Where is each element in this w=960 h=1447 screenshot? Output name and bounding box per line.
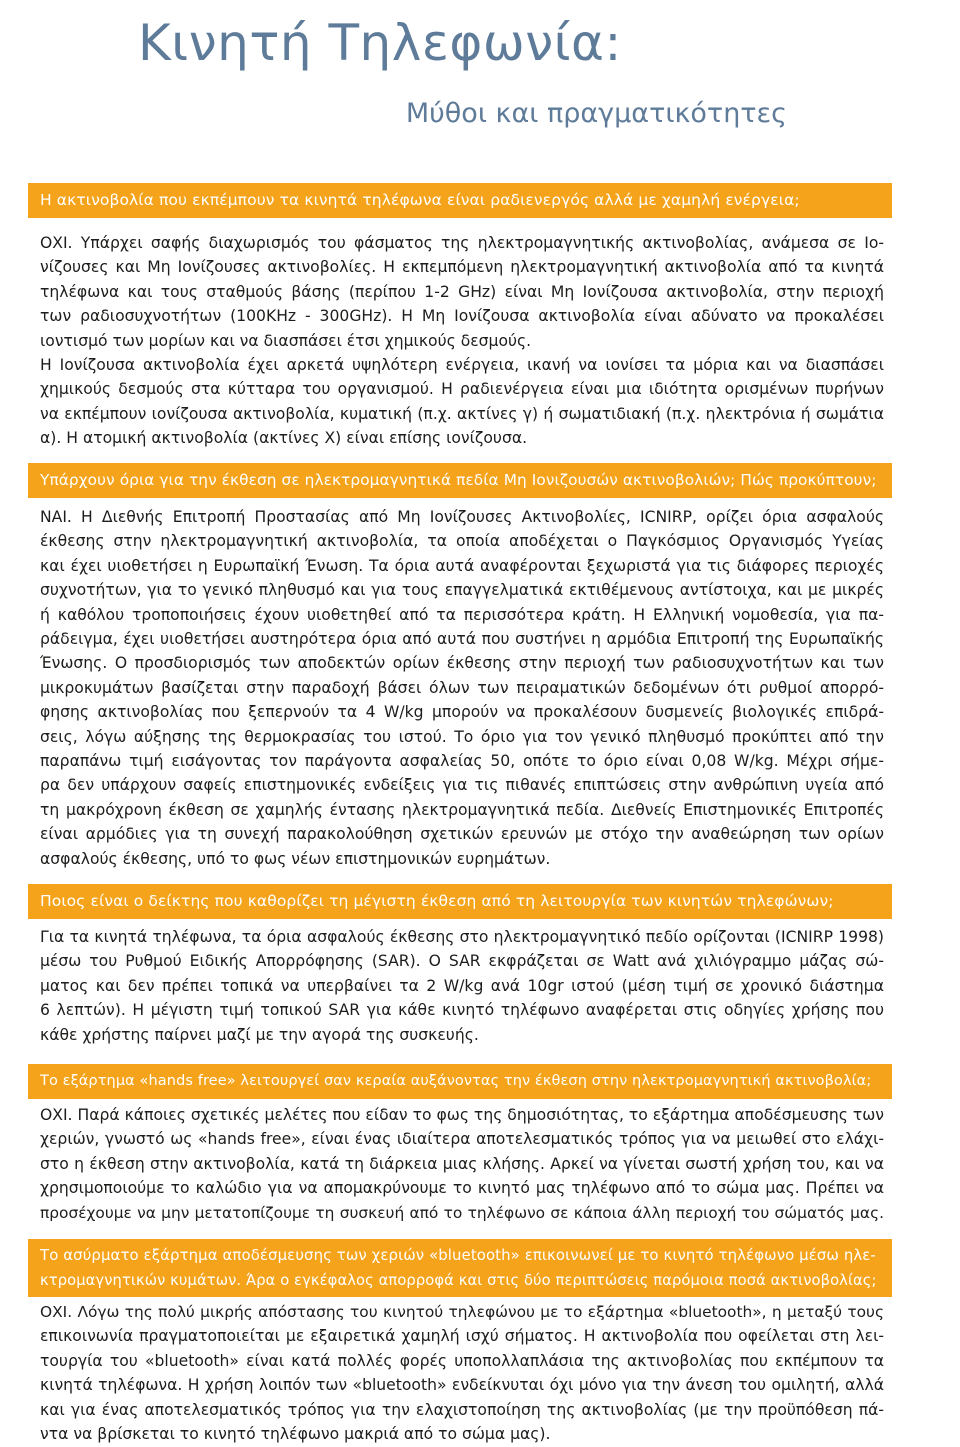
answer-line: στο η έκθεση στην ακτινοβολία, κατά τη διάρκεια μιας κλήσης. Αρκεί να γίνεται σωστή χρήση του, και να: [40, 1154, 884, 1173]
answer-line: κάθε χρήστης παίρνει μαζί με την αγορά της συσκευής.: [40, 1025, 479, 1044]
answer-line: μέσω του Ρυθμού Ειδικής Απορρόφησης (SAR). Ο SAR εκφράζεται σε Watt ανά χιλιόγραμμο μάζας σώ-: [40, 952, 884, 971]
answer-line: ΟΧΙ. Λόγω της πολύ μικρής απόστασης του κινητού τηλεφώνου με το εξάρτημα «bluetooth», η μεταξύ τους: [40, 1303, 884, 1321]
question-text: κτρομαγνητικών κυμάτων. Άρα ο εγκέφαλος απορροφά και στις δύο περιπτώσεις παρόμοια ποσά ακτινοβολίας;: [40, 1272, 877, 1289]
answer-line: παραπάνω τιμή εισάγοντας τον παράγοντα ασφαλείας 50, οπότε το όριο είναι 0,08 W/kg. Μέχρι σήμε-: [40, 752, 884, 771]
answer-line: και έχει υιοθετήσει η Ευρωπαϊκή Ένωση. Τα όρια αυτά αναφέρονται ξεχωριστά για τις διάφορες περιοχές: [40, 556, 884, 575]
answer-line: ντα να βρίσκεται το κινητό τηλέφωνο μακριά από το σώμα μας).: [40, 1425, 551, 1444]
answer-paragraph-4: [40, 1103, 884, 1225]
answer-line: τη μακρόχρονη έκθεση σε χαμηλής έντασης ηλεκτρομαγνητικά πεδία. Διεθνείς Επιστημονικές Επιτροπές: [40, 800, 884, 819]
answer-paragraph-2: [40, 505, 884, 871]
answer-line: να εκπέμπουν ιονίζουσα ακτινοβολία, κυματική (π.χ. ακτίνες γ) ή σωματιδιακή (π.χ. ηλεκτρόνια ή σωμάτια: [40, 404, 884, 423]
answer-line: ή καθόλου τροποποιήσεις έχουν υιοθετηθεί από τα περισσότερα κράτη. Η Ελληνική νομοθεσία, για πα-: [40, 605, 884, 624]
question-text: Το εξάρτημα «hands free» λειτουργεί σαν κεραία αυξάνοντας την έκθεση στην ηλεκτρομαγνητική ακτινοβολία;: [40, 1073, 872, 1089]
answer-line: ΟΧΙ. Παρά κάποιες σχετικές μελέτες που είδαν το φως της δημοσιότητας, το εξάρτημα αποδέσμευσης των: [40, 1106, 884, 1124]
question-text: Το ασύρματο εξάρτημα αποδέσμευσης των χεριών «bluetooth» επικοινωνεί με το κινητό τηλέφωνο μέσω ηλε-: [40, 1246, 876, 1264]
answer-paragraph-5: [40, 1300, 884, 1446]
answer-line: ιοντισμό των μορίων και να διασπάσει έτσι χημικούς δεσμούς.: [40, 331, 532, 350]
answer-line: χεριών, γνωστό ως «hands free», είναι ένας ιδιαίτερα αποτελεσματικός τρόπος για να μειωθεί στο ελάχι-: [40, 1130, 884, 1149]
question-text: Ποιος είναι ο δείκτης που καθορίζει τη μέγιστη έκθεση από τη λειτουργία των κινητών τηλεφώνων;: [40, 892, 834, 910]
answer-line: είναι αρμόδιες για τη συνεχή παρακολούθηση σχετικών ερευνών με στόχο την αναθεώρηση των ορίων: [40, 825, 884, 844]
answer-line: συχνοτήτων, για το γενικό πληθυσμό και για τους επαγγελματικά εκτιθέμενους αντίστοιχα, και με μικρές: [40, 581, 884, 600]
answer-line: ρα δεν υπάρχουν σαφείς επιστημονικές ενδείξεις για τις πιθανές επιπτώσεις στην ανθρώπινη υγεία από: [40, 776, 884, 795]
question-bar-1: [28, 183, 892, 218]
answer-line: τηλέφωνα και τους σταθμούς βάσης (περίπου 1-2 GHz) είναι Μη Ιονίζουσα ακτινοβολία, στην περιοχή: [40, 282, 884, 301]
answer-paragraph-1: [40, 231, 884, 451]
answer-line: προσέχουμε να μην μετατοπίζουμε τη συσκευή από το τηλέφωνο σε κάποια άλλη περιοχή του σώματός μας.: [40, 1203, 884, 1222]
question-bar-5: [28, 1239, 892, 1297]
answer-line: 6 λεπτών). Η μέγιστη τιμή τοπικού SAR για κάθε κινητό τηλέφωνο αναφέρεται στις οδηγίες χρήσης που: [40, 1001, 884, 1020]
answer-line: επικοινωνία πραγματοποιείται με εξαιρετικά χαμηλή ισχύ σήματος. Η ακτινοβολία που οφείλεται στη λει-: [40, 1327, 884, 1346]
answer-line: έκθεσης στην ηλεκτρομαγνητική ακτινοβολία, τα οποία αποδέχεται ο Παγκόσμιος Οργανισμός Υγείας: [40, 532, 884, 551]
answer-line: σεις, λόγω αύξησης της θερμοκρασίας του ιστού. Το όριο για τον γενικό πληθυσμό προκύπτει από την: [40, 727, 884, 746]
question-text: Η ακτινοβολία που εκπέμπουν τα κινητά τηλέφωνα είναι ραδιενεργός αλλά με χαμηλή ενέργεια;: [40, 191, 800, 209]
answer-line: κινητά τηλέφωνα. Η χρήση λοιπόν των «bluetooth» ενδείκνυται όχι μόνο για την άνεση του ομιλητή, αλλά: [40, 1376, 884, 1395]
answer-line: Για τα κινητά τηλέφωνα, τα όρια ασφαλούς έκθεσης στο ηλεκτρομαγνητικό πεδίο ορίζονται (ICNIRP 1998): [40, 928, 884, 946]
answer-line: ΟΧΙ. Υπάρχει σαφής διαχωρισμός του φάσματος της ηλεκτρομαγνητικής ακτινοβολίας, ανάμεσα σε Ιο-: [40, 234, 884, 252]
answer-line: νίζουσες και Μη Ιονίζουσες ακτινοβολίες. Η εκπεμπόμενη ηλεκτρομαγνητική ακτινοβολία από τα κινητά: [40, 258, 884, 277]
answer-line: ασφαλούς έκθεσης, υπό το φως νέων επιστημονικών ευρημάτων.: [40, 849, 551, 868]
answer-line: μικροκυμάτων βασίζεται στην παραδοχή βάσει όλων των πειραματικών δεδομένων ότι ρυθμοί απορρό-: [40, 678, 884, 697]
question-bar-3: [28, 884, 892, 919]
answer-line: ματος και δεν πρέπει τοπικά να υπερβαίνει τα 2 W/kg ανά 10gr ιστού (μέση τιμή σε χρονικό διάστημα: [40, 976, 884, 995]
answer-paragraph-3: [40, 925, 884, 1047]
answer-line: χημικούς δεσμούς στα κύτταρα του οργανισμού. Η ραδιενέργεια είναι μια ιδιότητα ορισμένων πυρήνων: [40, 380, 884, 399]
answer-line: ράδειγμα, έχει υιοθετήσει αυστηρότερα όρια από αυτά που συστήνει η αρμόδια Επιτροπή της Ευρωπαϊκής: [40, 630, 884, 649]
answer-line: α). Η ατομική ακτινοβολία (ακτίνες Χ) είναι επίσης ιονίζουσα.: [40, 429, 528, 448]
answer-line: ΝΑΙ. Η Διεθνής Επιτροπή Προστασίας από Μη Ιονίζουσες Ακτινοβολίες, ICNIRP, ορίζει όρια ασφαλούς: [40, 508, 884, 526]
question-text: Υπάρχουν όρια για την έκθεση σε ηλεκτρομαγνητικά πεδία Μη Ιονιζουσών ακτινοβολιών; Πώς προκύπτουν;: [40, 471, 877, 489]
answer-line: φησης ακτινοβολίας που ξεπερνούν τα 4 W/kg μπορούν να προκαλέσουν δυσμενείς βιολογικές επιδρά-: [40, 703, 884, 722]
answer-line: τουργία του «bluetooth» είναι κατά πολλές φορές υποπολλαπλάσια της ακτινοβολίας που εκπέμπουν τα: [40, 1351, 884, 1370]
question-bar-2: [28, 463, 892, 498]
answer-line: των ραδιοσυχνοτήτων (100KHz - 300GHz). Η Μη Ιονίζουσα ακτινοβολία είναι αδύνατο να προκαλέσει: [40, 307, 884, 326]
answer-line: χρησιμοποιούμε το καλώδιο για να απομακρύνουμε το κινητό μας τηλέφωνο από το σώμα μας. Πρέπει να: [40, 1179, 884, 1198]
question-bar-4: [28, 1064, 892, 1099]
page-subtitle: Μύθοι και πραγματικότητες: [405, 98, 787, 129]
answer-line: Ένωσης. Ο προσδιορισμός των αποδεκτών ορίων έκθεσης στην περιοχή των ραδιοσυχνοτήτων και των: [40, 654, 884, 673]
answer-line: και για ένας αποτελεσματικός τρόπος για την ελαχιστοποίηση της ακτινοβολίας (με την προϋπόθεση πά-: [40, 1400, 884, 1419]
answer-line: Η Ιονίζουσα ακτινοβολία έχει αρκετά υψηλότερη ενέργεια, ικανή να ιονίσει τα μόρια και να διασπάσει: [40, 356, 884, 375]
page-title: Κινητή Τηλεφωνία:: [138, 14, 622, 72]
